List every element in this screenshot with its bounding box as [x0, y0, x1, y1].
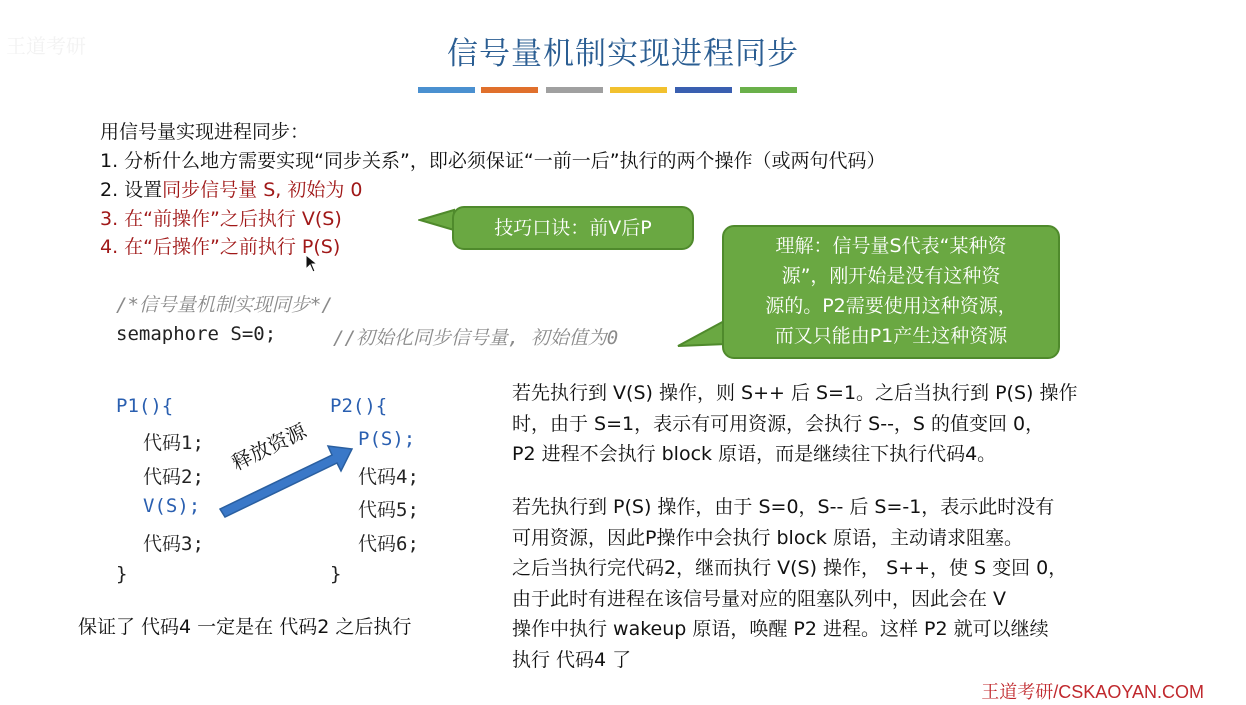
color-bar-gray: [546, 87, 603, 93]
para2-line-2: 可用资源，因此P操作中会执行 block 原语，主动请求阻塞。: [512, 526, 1023, 549]
para2-line-3: 之后当执行完代码2，继而执行 V(S) 操作， S++，使 S 变回 0，: [512, 557, 1068, 579]
para1-line-3: P2 进程不会执行 block 原语，而是继续往下执行代码4。: [512, 443, 997, 465]
color-bar-blue: [418, 87, 475, 93]
explanation-case-v-first: [512, 378, 1077, 470]
p2-p-op: P(S);: [358, 428, 416, 450]
understand-bubble: [722, 225, 1060, 359]
p2-code-6: 代码6;: [358, 533, 419, 555]
step-1: 1. 分析什么地方需要实现“同步关系”，即必须保证“一前一后”执行的两个操作（或两句代码）: [100, 150, 886, 172]
step-2: [100, 176, 362, 204]
code-comment-title: /*信号量机制实现同步*/: [116, 294, 333, 316]
p1-v-op: V(S);: [143, 495, 201, 517]
p1-code-2: 代码2;: [143, 466, 204, 488]
p2-code-4: 代码4;: [358, 466, 419, 488]
steps-heading: 用信号量实现进程同步：: [100, 121, 310, 143]
understand-line-1: 理解：信号量S代表“某种资: [775, 235, 1007, 257]
explanation-case-p-first: [512, 492, 1067, 675]
para2-line-5: 操作中执行 wakeup 原语，唤醒 P2 进程。这样 P2 就可以继续: [512, 618, 1049, 640]
understand-line-2: 源”，刚开始是没有这种资: [781, 265, 1001, 287]
p2-code-5: 代码5;: [358, 499, 419, 521]
color-bar-yellow: [610, 87, 667, 93]
p2-header: P2(){: [330, 395, 388, 417]
para2-line-1: 若先执行到 P(S) 操作，由于 S=0，S-- 后 S=-1，表示此时没有: [512, 496, 1055, 518]
p1-code-1: 代码1;: [143, 432, 204, 454]
step-4: 4. 在“后操作”之前执行 P(S): [100, 236, 341, 258]
color-bar-navy: [675, 87, 732, 93]
watermark-logo: 王道考研: [6, 34, 86, 58]
step-3: 3. 在“前操作”之后执行 V(S): [100, 208, 342, 230]
understand-line-3: 源的。P2需要使用这种资源，: [765, 295, 1017, 317]
color-bar-orange: [481, 87, 538, 93]
color-bar-green: [740, 87, 797, 93]
p1-code-3: 代码3;: [143, 533, 204, 555]
p1-header: P1(){: [116, 395, 174, 417]
release-resource-label: 释放资源: [227, 418, 311, 476]
mouse-cursor-icon: [305, 254, 319, 274]
para2-line-6: 执行 代码4 了: [512, 648, 632, 671]
code-declaration: semaphore S=0;: [116, 323, 277, 345]
step-2-highlight: 同步信号量 S, 初始为 0: [162, 179, 363, 201]
brand-footer: 王道考研/CSKAOYAN.COM: [981, 682, 1204, 702]
para1-line-2: 时，由于 S=1，表示有可用资源，会执行 S--，S 的值变回 0，: [512, 412, 1045, 435]
tip-bubble: 技巧口诀：前V后P: [452, 206, 694, 250]
para1-line-1: 若先执行到 V(S) 操作，则 S++ 后 S=1。之后当执行到 P(S) 操作: [512, 382, 1078, 404]
p1-close: }: [116, 563, 128, 585]
guarantee-text: 保证了 代码4 一定是在 代码2 之后执行: [78, 616, 412, 638]
para2-line-4: 由于此时有进程在该信号量对应的阻塞队列中，因此会在 V: [512, 587, 1007, 610]
understand-pointer: [676, 318, 728, 358]
code-comment-init: //初始化同步信号量, 初始值为0: [333, 327, 619, 349]
page-title: 信号量机制实现进程同步: [447, 36, 799, 72]
understand-line-4: 而又只能由P1产生这种资源: [774, 325, 1008, 347]
step-2-prefix: 2. 设置: [100, 179, 163, 201]
p2-close: }: [330, 563, 342, 585]
